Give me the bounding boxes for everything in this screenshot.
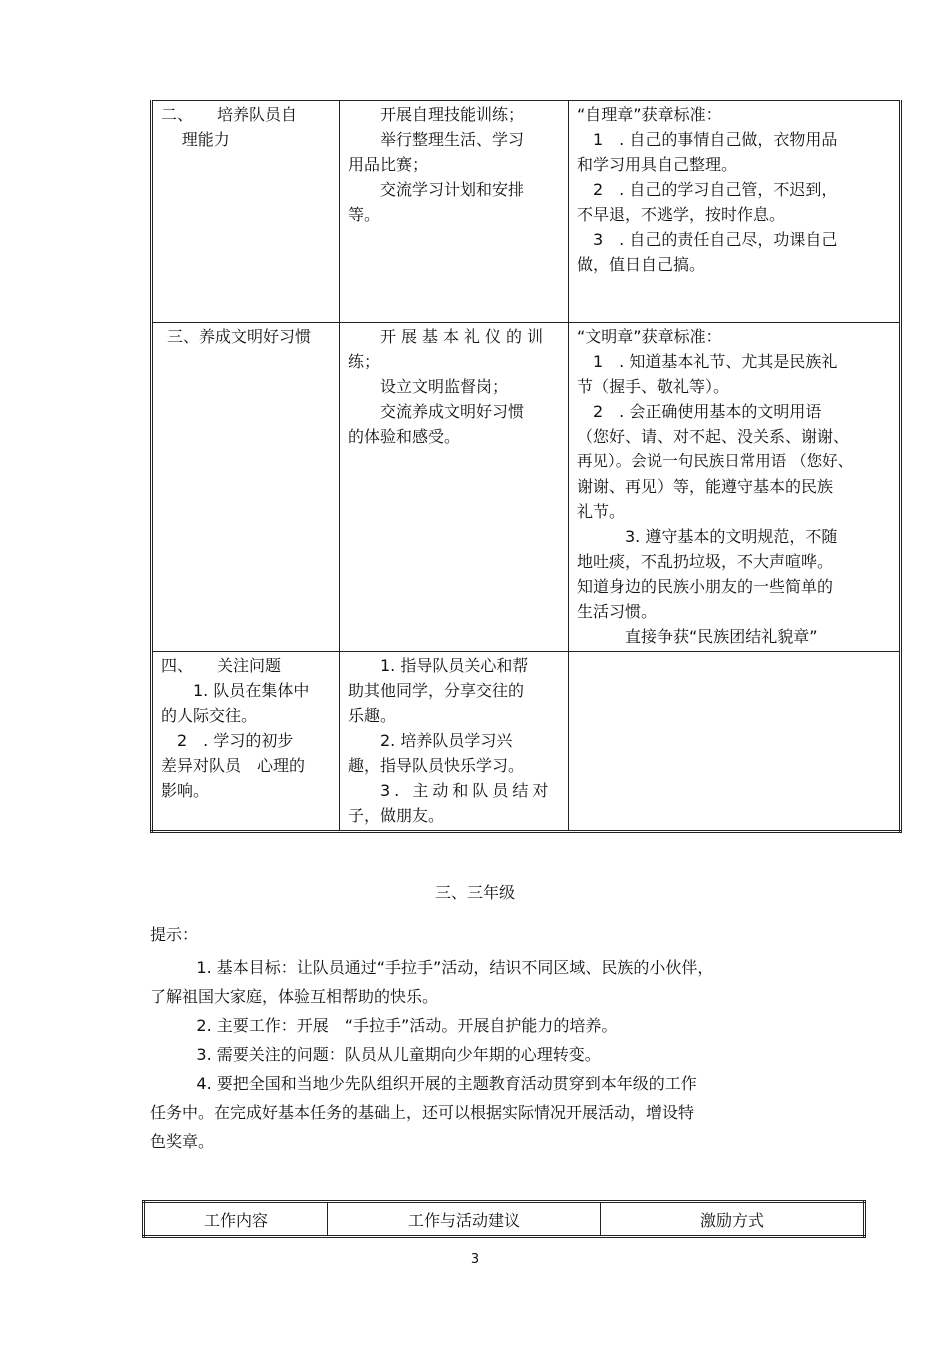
cell-line: 助其他同学，分享交往的: [348, 681, 525, 700]
table-row: [152, 101, 901, 323]
cell-line: 1 . 知道基本礼节、尤其是民族礼: [593, 352, 838, 371]
cell-line: 礼节。: [577, 502, 626, 521]
activity-suggestion-cell: [340, 652, 569, 832]
cell-line: 1 . 自己的事情自己做，衣物用品: [593, 130, 838, 149]
hint-items: [150, 953, 790, 1156]
activity-table: [150, 100, 902, 833]
cell-line: 知道身边的民族小朋友的一些简单的: [577, 577, 834, 596]
cell-line: 3. 遵守基本的文明规范，不随: [625, 527, 838, 546]
cell-line: 再见）。会说一句民族日常用语 （您好、: [577, 452, 854, 470]
hint-item: 色奖章。: [150, 1132, 215, 1151]
cell-line: 用品比赛；: [348, 155, 429, 174]
cell-line: 的体验和感受。: [348, 427, 461, 446]
cell-line: 1. 指导队员关心和帮: [380, 656, 529, 675]
hint-item: 了解祖国大家庭，体验互相帮助的快乐。: [150, 987, 439, 1006]
cell-line: 开展基本礼仪的训: [380, 327, 549, 346]
cell-line: 直接争获“民族团结礼貌章”: [625, 627, 818, 646]
cell-line: 二、 培养队员自: [161, 105, 298, 124]
cell-line: 影响。: [161, 781, 210, 800]
cell-line: 差异对队员 心理的: [161, 756, 306, 775]
cell-line: 不早退，不逃学，按时作息。: [577, 205, 786, 224]
activity-suggestion-cell: [340, 101, 569, 323]
cell-line: 三、养成文明好习惯: [167, 327, 312, 346]
cell-line: 2 . 自己的学习自己管，不迟到，: [593, 180, 838, 199]
cell-line: 地吐痰，不乱扔垃圾，不大声喧哗。: [577, 552, 834, 571]
incentive-cell: [569, 652, 901, 832]
cell-line: 2 . 会正确使用基本的文明用语: [593, 402, 822, 421]
hint-item: 任务中。在完成好基本任务的基础上，还可以根据实际情况开展活动，增设特: [150, 1103, 695, 1122]
header-activity-suggestion: 工作与活动建议: [328, 1202, 601, 1237]
table-row: [152, 652, 901, 832]
cell-line: 四、 关注问题: [161, 656, 282, 675]
work-content-cell: [152, 323, 340, 652]
cell-line: 1. 队员在集体中: [193, 681, 310, 700]
cell-line: （您好、请、对不起、没关系、谢谢、: [577, 427, 850, 446]
cell-line: 谢谢、再见）等，能遵守基本的民族: [577, 477, 834, 496]
cell-line: 节（握手、敬礼等）。: [577, 377, 730, 396]
table-row: [152, 323, 901, 652]
grade3-table-header: [142, 1200, 866, 1238]
cell-line: 3 . 自己的责任自己尽，功课自己: [593, 230, 838, 249]
activity-suggestion-cell: [340, 323, 569, 652]
hint-item: 4. 要把全国和当地少先队组织开展的主题教育活动贯穿到本年级的工作: [196, 1074, 697, 1093]
section-title: 三、三年级: [434, 883, 515, 902]
cell-line: 和学习用具自己整理。: [577, 155, 738, 174]
work-content-cell: [152, 652, 340, 832]
hint-item: 1. 基本目标：让队员通过“手拉手”活动，结识不同区域、民族的小伙伴，: [196, 958, 714, 977]
cell-line: 生活习惯。: [577, 602, 658, 621]
page-number: 3: [470, 1252, 480, 1267]
cell-line: 举行整理生活、学习: [380, 130, 525, 149]
incentive-cell: [569, 323, 901, 652]
cell-line: 练；: [348, 352, 381, 371]
cell-line: 交流学习计划和安排: [380, 180, 525, 199]
hint-item: 2. 主要工作：开展 “手拉手”活动。开展自护能力的培养。: [196, 1016, 618, 1035]
cell-line: 2. 培养队员学习兴: [380, 731, 513, 750]
cell-line: 子，做朋友。: [348, 806, 445, 825]
cell-line: “自理章”获章标准：: [577, 105, 722, 124]
cell-line: 乐趣。: [348, 706, 397, 725]
cell-line: “文明章”获章标准：: [577, 327, 722, 346]
cell-line: 设立文明监督岗；: [380, 377, 509, 396]
header-incentive: 激励方式: [601, 1202, 865, 1237]
cell-line: 做，值日自己搞。: [577, 255, 706, 274]
cell-line: 交流养成文明好习惯: [380, 402, 525, 421]
header-work-content: 工作内容: [144, 1202, 328, 1237]
cell-line: 开展自理技能训练；: [380, 105, 525, 124]
table-header-row: [144, 1202, 865, 1237]
cell-line: 趣，指导队员快乐学习。: [348, 756, 525, 775]
work-content-cell: [152, 101, 340, 323]
cell-line: 3. 主动和队员结对: [380, 781, 553, 800]
cell-line: 理能力: [181, 130, 230, 149]
incentive-cell: [569, 101, 901, 323]
cell-line: 等。: [348, 205, 381, 224]
cell-line: 的人际交往。: [161, 706, 258, 725]
hint-item: 3. 需要关注的问题：队员从儿童期向少年期的心理转变。: [196, 1045, 601, 1064]
hint-label: 提示：: [150, 925, 199, 944]
cell-line: 2 . 学习的初步: [177, 731, 294, 750]
